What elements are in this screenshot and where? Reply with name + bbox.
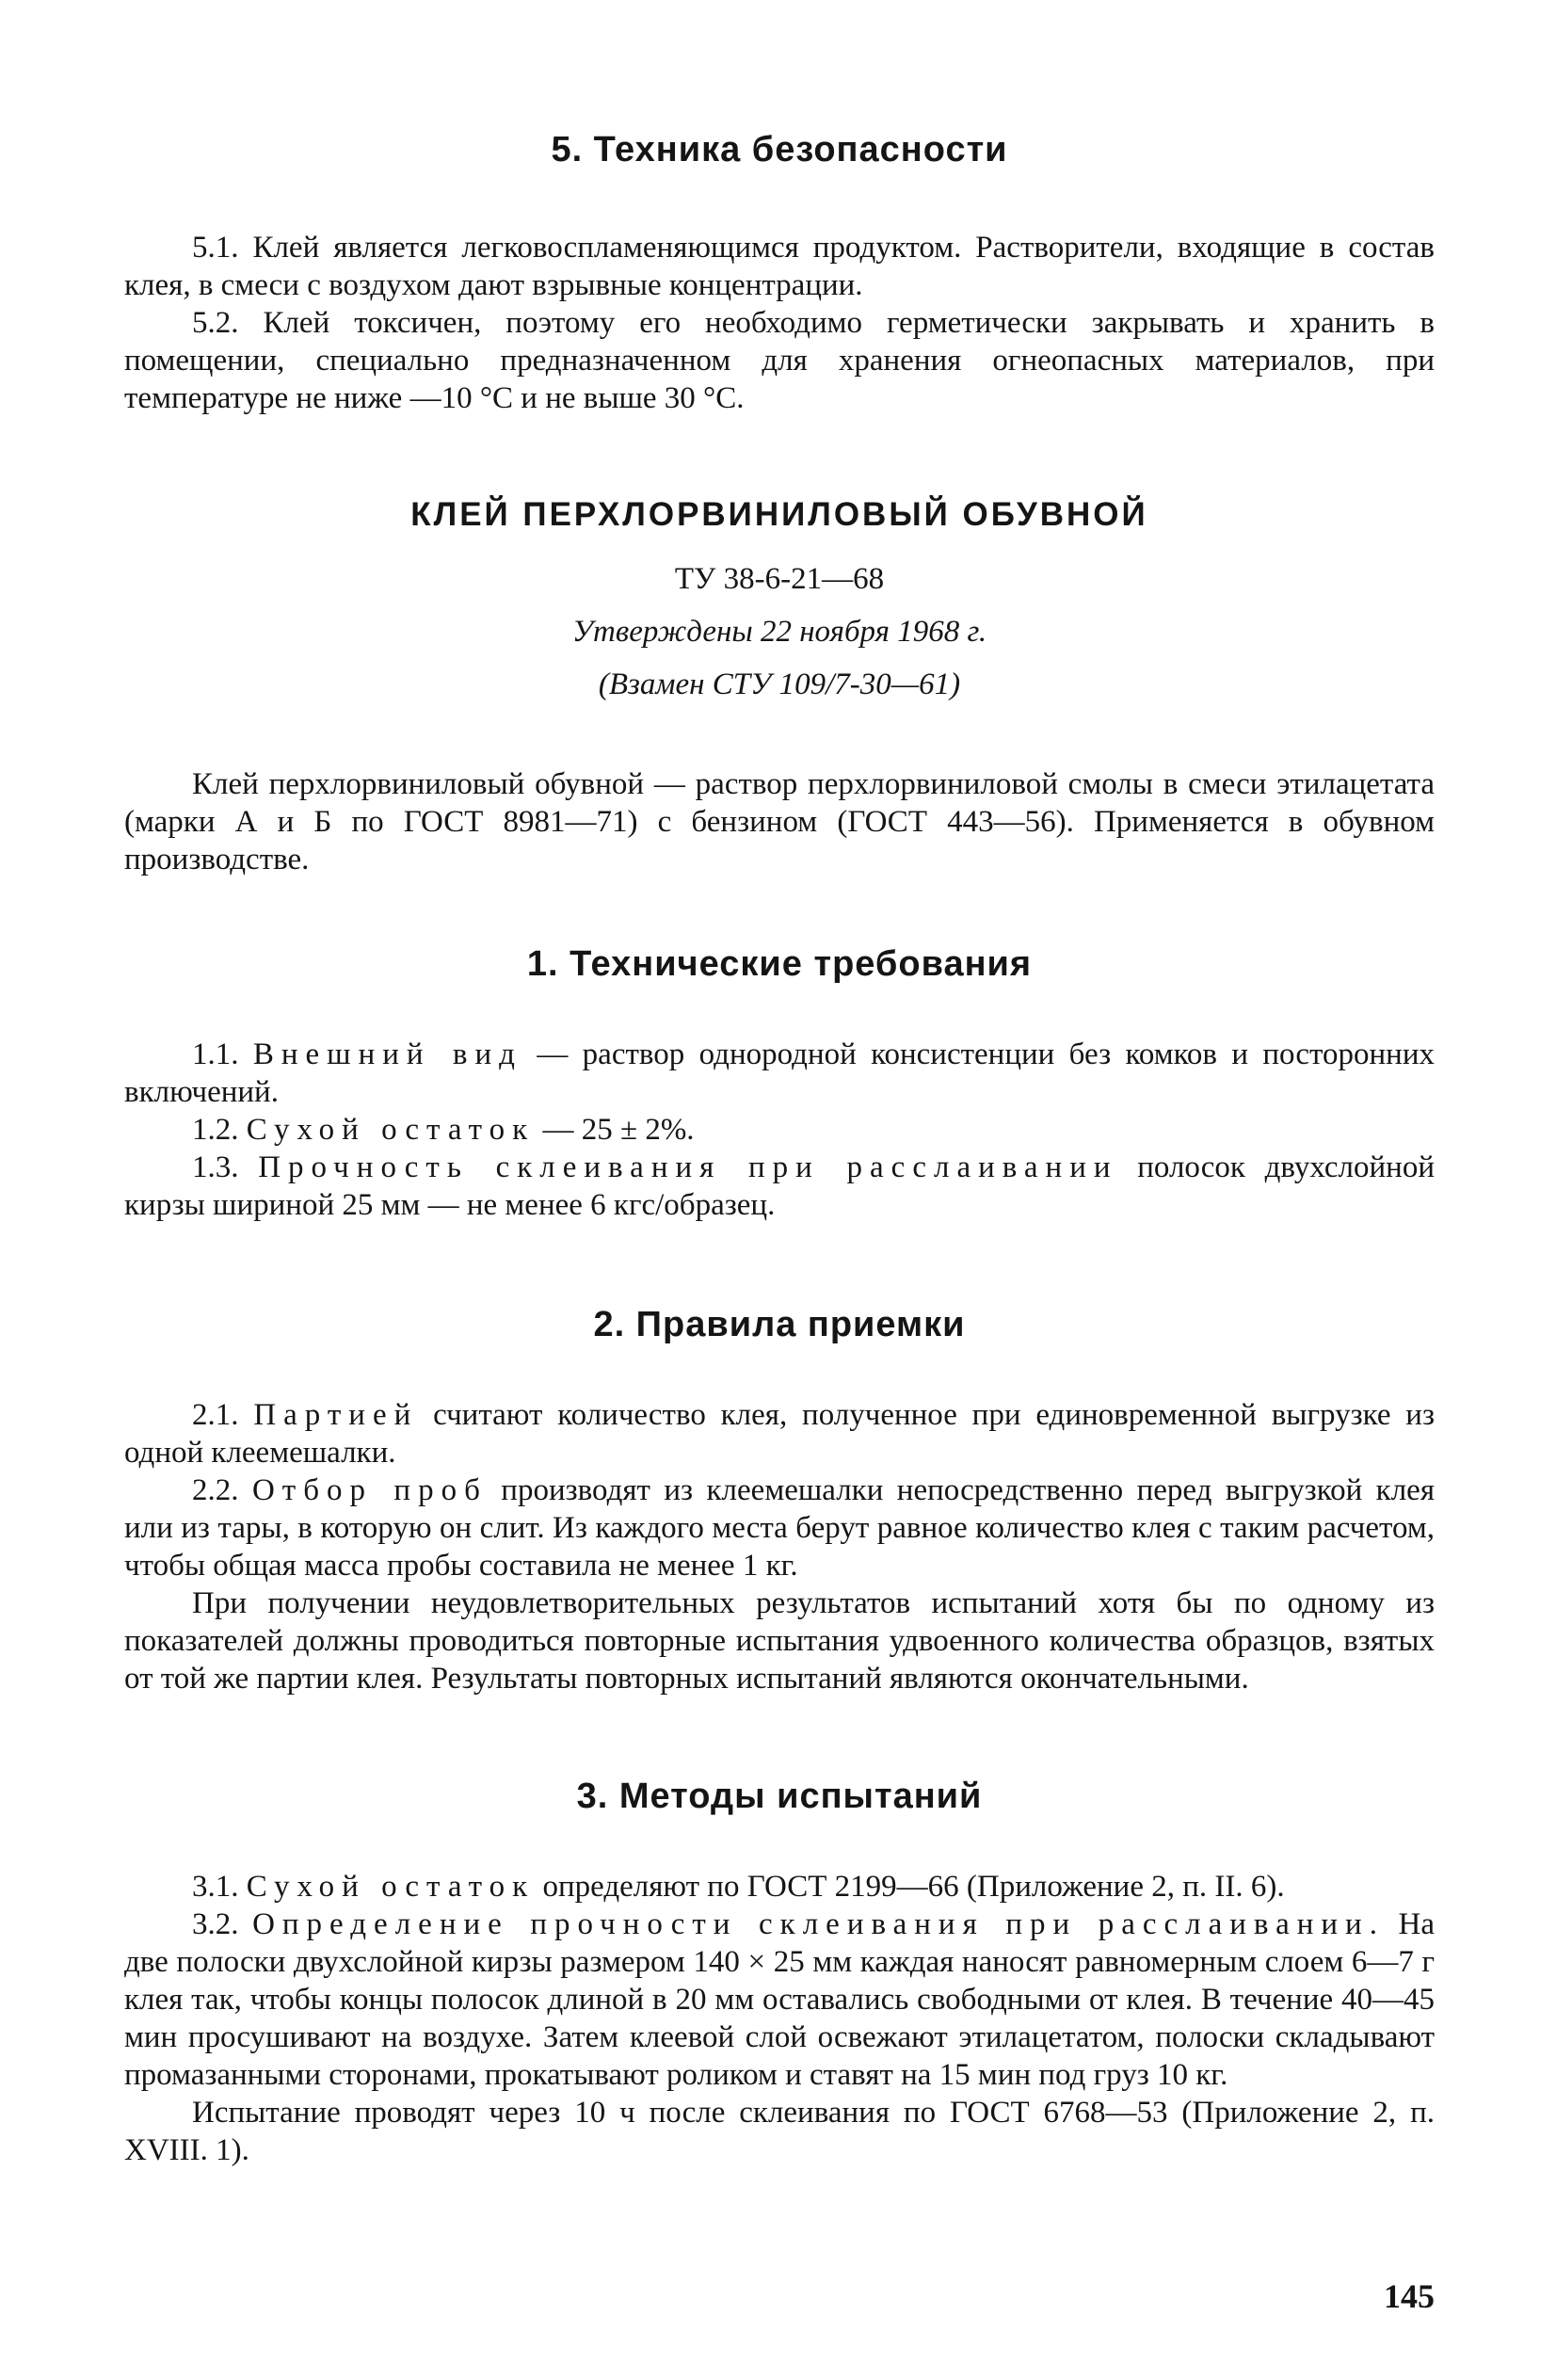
paragraph-2-3: При получении неудовлетворительных результатов испытаний хотя бы по одному из показателей должны проводиться повторные испытания удвоенного количества образцов, взятых от той же партии клея. Результаты повторных испытаний являются окончательными. <box>124 1586 1435 1696</box>
clause-number: 2.2. <box>192 1473 239 1507</box>
clause-text: На две полоски двухслойной кирзы размером 140 × 25 мм каждая наносят равномерным слоем 6—7 г клея так, чтобы концы полосок длиной в 20 мм оставались свободными от клея. В течение 40—45 мин просушивают на воздухе. Затем клеевой слой освежают этилацетатом, полоски складывают промазанными сторонами, прокатывают роликом и ставят на 15 мин под груз 10 кг. <box>124 1907 1435 2092</box>
clause-term: Определение прочности склеивания при расслаивании. <box>252 1907 1385 1941</box>
clause-number: 3.1. <box>192 1870 239 1904</box>
paragraph-1-2 <box>124 1111 1435 1149</box>
paragraph-3-3: Испытание проводят через 10 ч после склеивания по ГОСТ 6768—53 (Приложение 2, п. XVIII. 1). <box>124 2096 1435 2167</box>
section-5-title: 5. Техника безопасности <box>551 130 1008 169</box>
clause-term: Прочность склеивания при расслаивании <box>258 1150 1118 1184</box>
paragraph-1-3 <box>124 1149 1435 1224</box>
paragraph-5-1 <box>124 229 1435 304</box>
replaces-spec: (Взамен СТУ 109/7-30—61) <box>598 667 961 701</box>
clause-term: Внешний вид <box>252 1037 522 1071</box>
clause-term: Партией <box>253 1398 419 1432</box>
clause-text: — 25 ± 2%. <box>535 1113 695 1147</box>
paragraph-3-1 <box>124 1868 1435 1906</box>
paragraph-2-1 <box>124 1396 1435 1471</box>
approval-date: Утверждены 22 ноября 1968 г. <box>571 615 987 649</box>
clause-text: определяют по ГОСТ 2199—66 (Приложение 2, п. II. 6). <box>535 1870 1285 1904</box>
clause-number: 2.1. <box>192 1398 239 1432</box>
clause-text: Клей токсичен, поэтому его необходимо герметически закрывать и хранить в помещении, специально предназначенном для хранения огнеопасных материалов, при температуре не ниже —10 °С и не выше 30 °С. <box>124 306 1435 415</box>
section-2-title: 2. Правила приемки <box>593 1305 966 1344</box>
clause-number: 5.2. <box>192 306 239 340</box>
paragraph-2-2 <box>124 1471 1435 1584</box>
clause-number: 3.2. <box>192 1907 239 1941</box>
document-page <box>124 122 1435 2316</box>
section-3-title: 3. Методы испытаний <box>576 1777 983 1816</box>
product-description: Клей перхлорвиниловый обувной — раствор перхлорвиниловой смолы в смеси этилацетата (марки А и Б по ГОСТ 8981—71) с бензином (ГОСТ 443—56). Применяется в обувном производстве. <box>124 767 1435 876</box>
clause-term: Сухой остаток <box>246 1870 536 1904</box>
clause-number: 1.1. <box>192 1037 239 1071</box>
product-title: КЛЕЙ ПЕРХЛОРВИНИЛОВЫЙ ОБУВНОЙ <box>410 496 1148 533</box>
clause-term: Отбор проб <box>251 1473 488 1507</box>
paragraph-5-2 <box>124 304 1435 417</box>
clause-text: Клей является легковоспламеняющимся продуктом. Растворители, входящие в состав клея, в смеси с воздухом дают взрывные концентрации. <box>124 231 1435 302</box>
paragraph-1-1 <box>124 1036 1435 1111</box>
page-number: 145 <box>1384 2277 1435 2315</box>
clause-text: — раствор однородной консистенции без комков и посторонних включений. <box>124 1037 1435 1109</box>
clause-number: 5.1. <box>192 231 239 265</box>
spec-number: ТУ 38-6-21—68 <box>674 562 885 596</box>
clause-text: полосок двухслойной кирзы шириной 25 мм — не менее 6 кгс/образец. <box>124 1150 1435 1222</box>
clause-number: 1.3. <box>192 1150 239 1184</box>
paragraph-3-2 <box>124 1906 1435 2094</box>
clause-text: считают количество клея, полученное при единовременной выгрузке из одной клеемешалки. <box>124 1398 1435 1470</box>
clause-number: 1.2. <box>192 1113 239 1147</box>
section-1-title: 1. Технические требования <box>526 944 1033 984</box>
clause-term: Сухой остаток <box>246 1113 536 1147</box>
clause-text: производят из клеемешалки непосредственно перед выгрузкой клея или из тары, в которую он слит. Из каждого места берут равное количество клея с таким расчетом, чтобы общая масса пробы составила не менее 1 кг. <box>124 1473 1435 1583</box>
